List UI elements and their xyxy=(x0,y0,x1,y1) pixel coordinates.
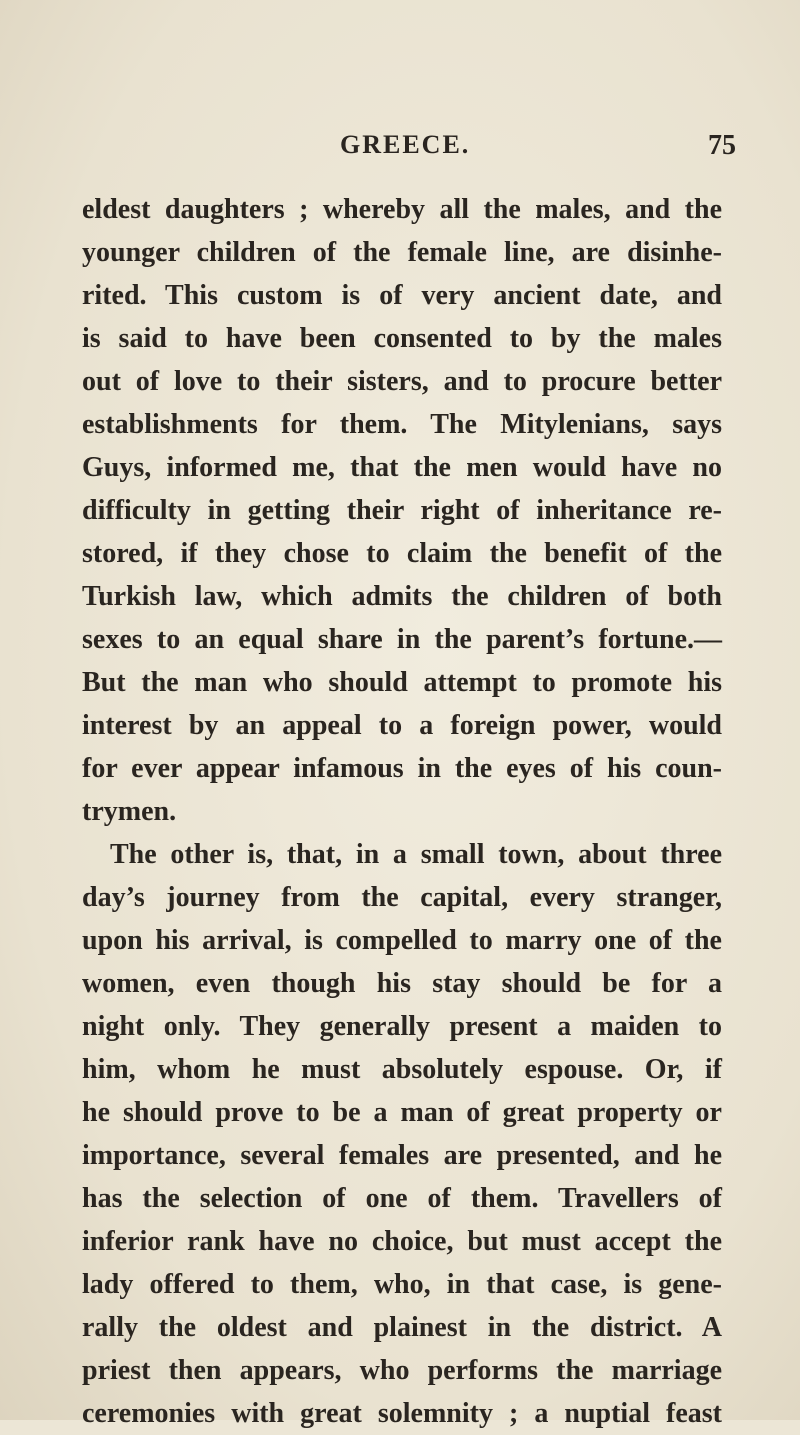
text-line: rally the oldest and plainest in the district. A xyxy=(82,1312,722,1343)
text-line: priest then appears, who performs the marriage xyxy=(82,1355,722,1386)
text-line: inferior rank have no choice, but must accept the xyxy=(82,1226,722,1257)
text-line: night only. They generally present a maiden to xyxy=(82,1011,722,1042)
text-line: he should prove to be a man of great property or xyxy=(82,1097,722,1128)
text-line: lady offered to them, who, in that case, is gene- xyxy=(82,1269,722,1300)
page-number: 75 xyxy=(708,130,736,161)
text-line: out of love to their sisters, and to procure better xyxy=(82,366,722,397)
text-line: for ever appear infamous in the eyes of his coun- xyxy=(82,753,722,784)
text-line: has the selection of one of them. Travellers of xyxy=(82,1183,722,1214)
body-text xyxy=(82,188,722,1435)
text-line: trymen. xyxy=(82,796,177,827)
text-line: is said to have been consented to by the males xyxy=(82,323,722,354)
text-line: But the man who should attempt to promote his xyxy=(82,667,722,698)
text-line: ceremonies with great solemnity ; a nuptial feast xyxy=(82,1398,722,1429)
text-line: stored, if they chose to claim the benefit of the xyxy=(82,538,722,569)
text-line: him, whom he must absolutely espouse. Or, if xyxy=(82,1054,722,1085)
running-head: GREECE. xyxy=(340,130,471,159)
text-line: day’s journey from the capital, every stranger, xyxy=(82,882,722,913)
text-line: Turkish law, which admits the children of both xyxy=(82,581,722,612)
text-line: eldest daughters ; whereby all the males, and the xyxy=(82,194,722,225)
text-line: The other is, that, in a small town, about three xyxy=(110,839,722,870)
page-header xyxy=(0,130,800,170)
text-line: Guys, informed me, that the men would have no xyxy=(82,452,722,483)
text-line: interest by an appeal to a foreign power, would xyxy=(82,710,722,741)
text-line: upon his arrival, is compelled to marry one of the xyxy=(82,925,722,956)
text-line: sexes to an equal share in the parent’s fortune.— xyxy=(82,624,722,655)
text-line: establishments for them. The Mitylenians, says xyxy=(82,409,722,440)
text-line: rited. This custom is of very ancient date, and xyxy=(82,280,722,311)
text-line: women, even though his stay should be for a xyxy=(82,968,722,999)
text-line: difficulty in getting their right of inheritance re- xyxy=(82,495,722,526)
text-line: younger children of the female line, are disinhe- xyxy=(82,237,722,268)
text-line: importance, several females are presented, and he xyxy=(82,1140,722,1171)
